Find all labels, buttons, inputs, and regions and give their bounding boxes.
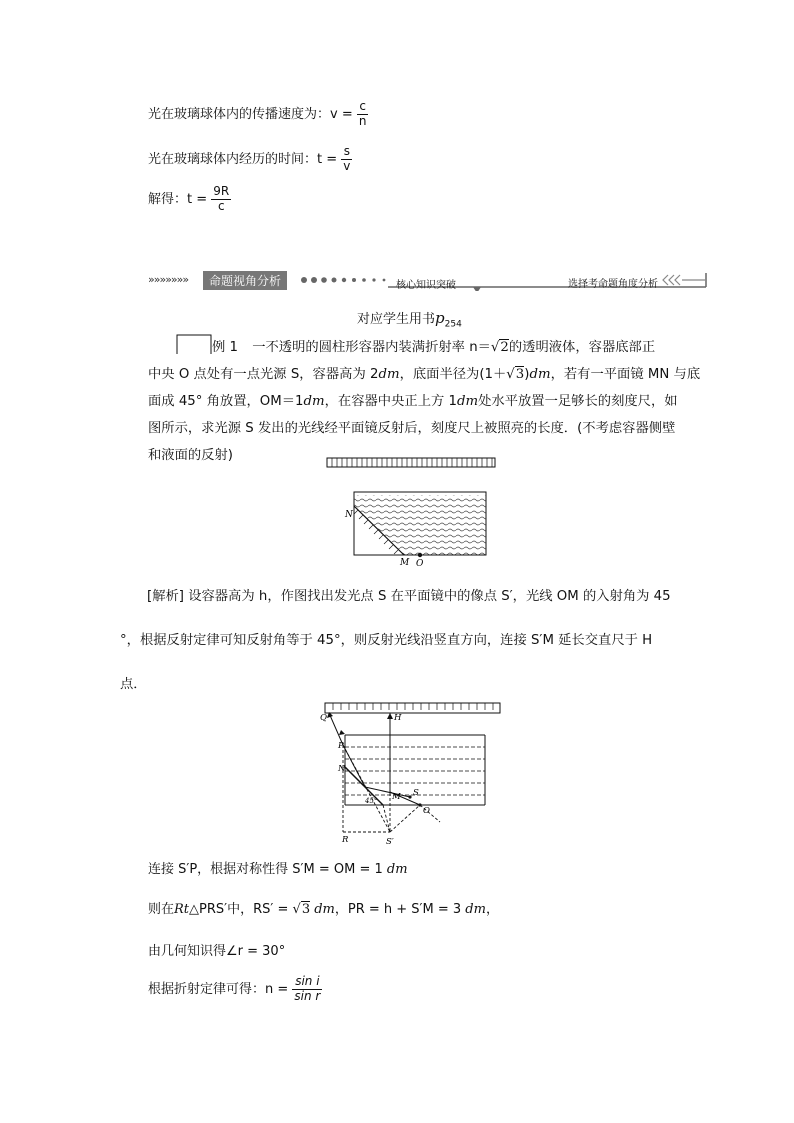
label-h: H [394,713,402,723]
label-r: R [342,835,349,845]
banner-right-label: 选择考命题角度分析 [568,279,658,290]
time-formula: 光在玻璃球体内经历的时间：t = $\frac{s}{v}$ [148,144,351,173]
label-s: S [413,788,419,798]
example-bracket [176,334,212,354]
label-s-prime: S′ [386,837,394,847]
label-m: M [400,558,410,568]
solve-fraction: $\frac{9R}{c}$ [213,184,230,213]
arrow-up-h [387,713,393,719]
ray-s-to-mirror [365,787,410,797]
analysis-block: [解析] 设容器高为 h，作图找出发光点 S 在平面镜中的像点 S′，光线 OM 的入射角为 45 °，根据反射定律可知反射角等于 45°，则反射光线沿竖直方向，连接 S′M 延长交直尺于 H 点． [120,589,671,692]
derivation-line-2: 则在Rt△PRS′中，RS′ = √3 dm，PR = h + S′M = 3 dm， [148,902,499,917]
solve-formula: 解得：t = $\frac{9R}{c}$ [148,184,230,213]
derivation-line-1: 连接 S′P，根据对称性得 S′M = OM = 1 dm [148,862,408,877]
label-o: O [416,559,424,569]
student-book-ref: 对应学生用书$p_{254}$ [357,309,462,330]
label-n2: N [338,764,346,774]
banner-arrows: »»»»»»» [148,273,189,286]
ruler-top [327,458,495,467]
point-s [408,795,411,798]
arrow-to-p [339,730,345,735]
example-label: 例 1 [212,340,238,355]
example-1: 例 1 一不透明的圆柱形容器内装满折射率 n＝√2的透明液体，容器底部正 中央 O 点处有一点光源 S，容器高为 2dm，底面半径为(1＋√3)dm，若有一平面镜 MN 与底 面成 45° 角放置，OM＝1dm，在容器中央正上方 1dm处水平放置一足够长的刻度尺，如 图所示，求光源 S 发出的光线经平面镜反射后，刻度尺上被照亮的长度．(不考虑容器侧壁 和液面的反射) [148,334,688,469]
label-n: N [345,510,353,520]
label-q: Q [320,713,327,723]
analysis-tag: [解析] [147,589,184,604]
dashed-s-prime-o [390,805,420,832]
speed-fraction: $\frac{c}{n}$ [358,99,367,128]
time-fraction: $\frac{s}{v}$ [343,144,351,173]
dashed-ms-prime [383,805,390,832]
section-banner [148,271,708,291]
label-m2: M [392,792,401,802]
light-source-o [418,553,422,557]
figure-1-container-diagram [320,455,500,570]
point-o [418,803,421,806]
banner-back-arrows-icon [658,273,708,287]
label-angle: 45° [365,797,378,805]
derivation-line-3: 由几何知识得∠r = 30° [148,944,286,959]
ray-reflect-to-p [343,745,365,787]
derivation-line-4: 根据折射定律可得：n = $\frac{\text{sin i}}{\text{sin r}}$ [148,974,321,1003]
banner-center-label: 核心知识突破 [396,280,456,291]
figure-2-solution-diagram [315,697,505,849]
banner-left-label: 命题视角分析 [203,271,287,290]
label-o2: O [423,806,430,816]
ruler-top-2 [325,703,500,713]
speed-formula: 光在玻璃球体内的传播速度为：v = $\frac{c}{n}$ [148,99,367,128]
label-p: P [338,741,344,751]
snell-fraction: $\frac{\text{sin i}}{\text{sin r}}$ [294,974,321,1003]
